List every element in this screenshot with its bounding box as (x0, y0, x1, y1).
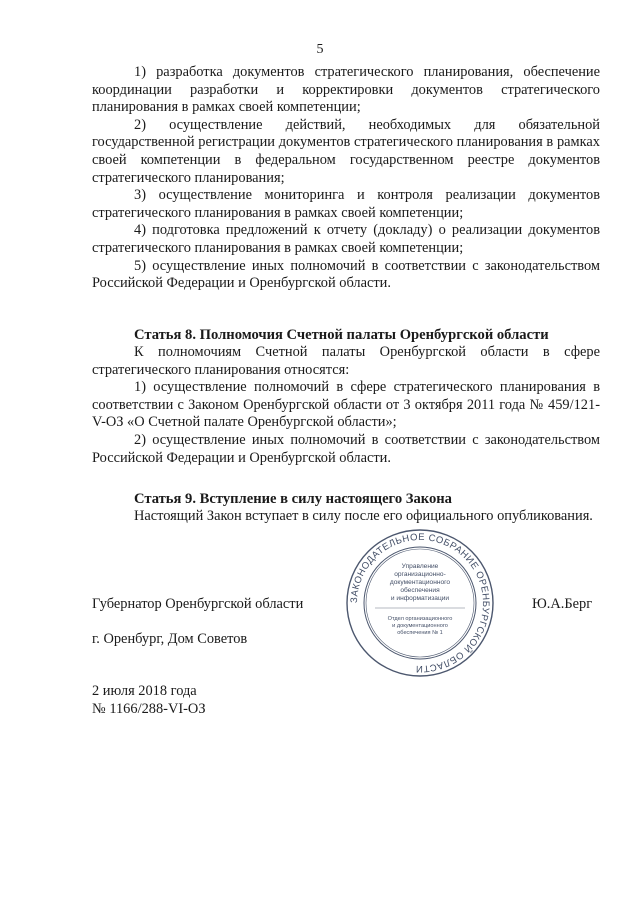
stamp-dept: и документационного (392, 623, 448, 629)
stamp-dept: Отдел организационного (387, 616, 453, 622)
signatory-title: Губернатор Оренбургской области (92, 596, 304, 612)
signing-place: г. Оренбург, Дом Советов (92, 631, 248, 647)
article-9-text: Настоящий Закон вступает в силу после его официального опубликования. (134, 508, 593, 524)
stamp-line: Управление (401, 563, 439, 570)
list-item: 1) разработка документов стратегического планирования, обеспечение координации разработки и корректировки документов стратегического планирования в рамках своей компетенции; (92, 64, 600, 116)
stamp-line: обеспечения (400, 587, 440, 594)
list-item: 2) осуществление иных полномочий в соответствии с законодательством Российской Федерации и Оренбургской области. (92, 431, 600, 466)
official-stamp (345, 528, 495, 678)
article-8-heading: Статья 8. Полномочия Счетной палаты Оренбургской области (134, 327, 549, 343)
competence-list (92, 64, 600, 293)
signing-date: 2 июля 2018 года (92, 683, 197, 699)
svg-text:ЗАКОНОДАТЕЛЬНОЕ СОБРАНИЕ ОРЕНБ (349, 532, 491, 674)
article-8-intro: К полномочиям Счетной палаты Оренбургской области в сфере стратегического планирования относятся: (92, 344, 600, 378)
stamp-ring-text: ЗАКОНОДАТЕЛЬНОЕ СОБРАНИЕ ОРЕНБУРГСКОЙ ОБЛАСТИ (348, 531, 492, 675)
list-item: 1) осуществление полномочий в сфере стратегического планирования в соответствии с Законом Оренбургской области от 3 октября 2011 года № 459/121-V-ОЗ «О Счетной палате Оренбургской области»; (92, 379, 600, 431)
article-9-body (92, 508, 600, 526)
stamp-line: и информатизации (390, 595, 450, 602)
stamp-line: документационного (389, 579, 451, 586)
stamp-dept: обеспечения № 1 (397, 630, 443, 636)
page-number: 5 (316, 42, 324, 57)
list-item: 4) подготовка предложений к отчету (докладу) о реализации документов стратегического планирования в рамках своей компетенции; (92, 222, 600, 256)
list-item: 5) осуществление иных полномочий в соответствии с законодательством Российской Федерации и Оренбургской области. (92, 257, 600, 292)
stamp-line: организационно- (394, 571, 446, 578)
list-item: 3) осуществление мониторинга и контроля реализации документов стратегического планирования в рамках своей компетенции; (92, 187, 600, 221)
article-8-body (92, 344, 600, 467)
signatory-name: Ю.А.Берг (532, 596, 593, 612)
law-number: № 1166/288-VI-ОЗ (92, 701, 206, 717)
list-item: 2) осуществление действий, необходимых для обязательной государственной регистрации документов стратегического планирования в рамках своей компетенции в федеральном государственном реестре документов стратегического планирования; (92, 116, 600, 186)
article-9-heading: Статья 9. Вступление в силу настоящего Закона (134, 491, 452, 507)
